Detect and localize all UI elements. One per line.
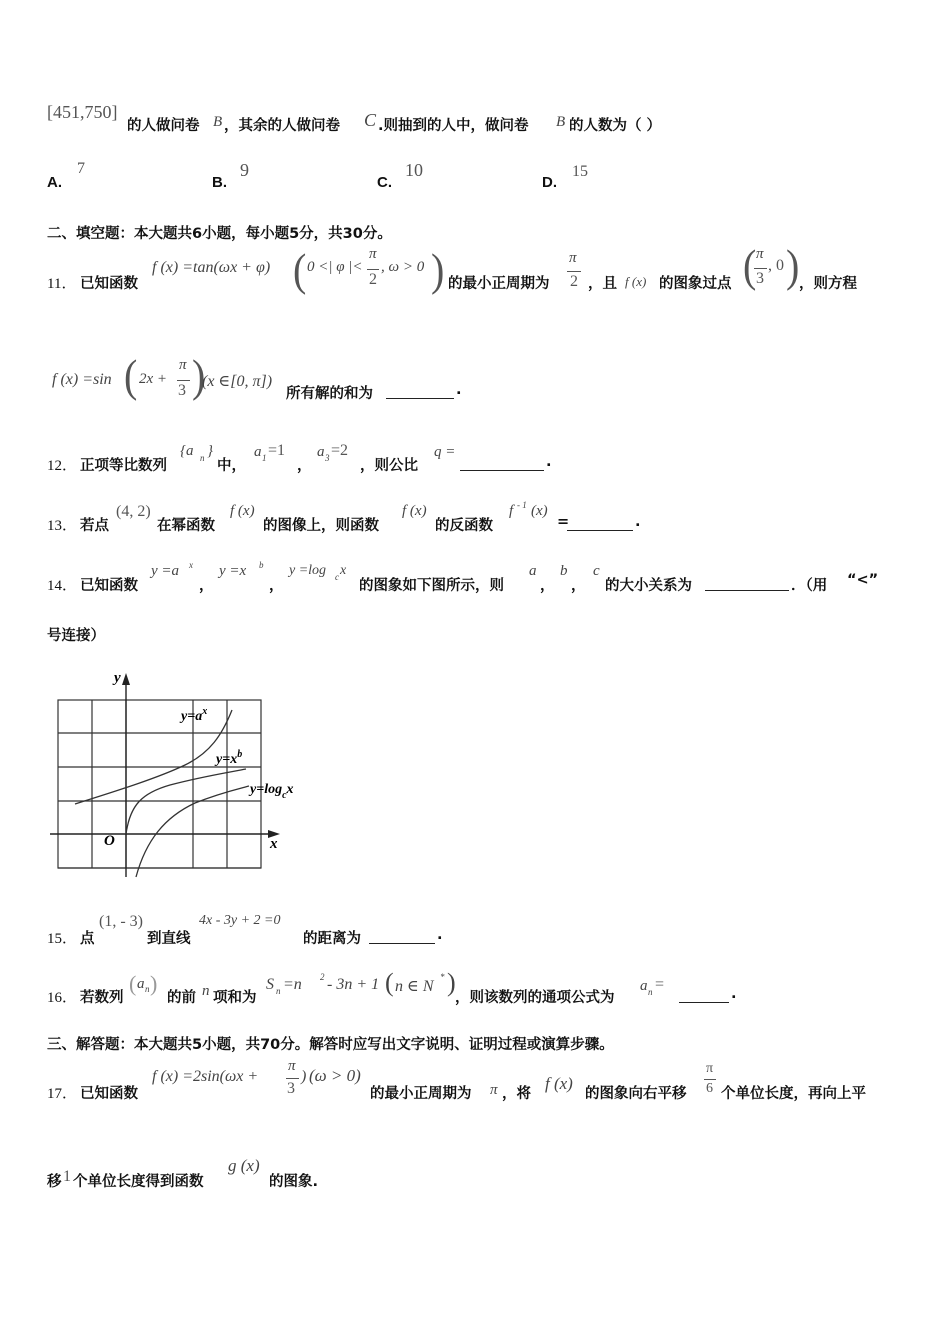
question-11: 11． 已知函数 f (x) =tan(ωx + φ) ( 0 <| φ |< π 2 , ω > 0 ) 的最小正周期为 π 2 ，且 f (x) 的图象过点 ( π 3 , 0 ) ，则方程 f (x) =sin ( 2x + π 3 ) (x ∈[0, π]) 所有解的和为 . (47, 239, 857, 402)
interval: [451,750] (47, 102, 118, 122)
origin-label: O (104, 833, 115, 849)
answer-blank-14[interactable] (705, 576, 789, 591)
curve-label-log: $y=\log_cx$ (250, 782, 294, 801)
answer-blank-12[interactable] (460, 456, 544, 471)
answer-blank-13[interactable] (567, 516, 633, 531)
function-graph (50, 665, 320, 885)
answer-blank-16[interactable] (679, 988, 729, 1003)
curve-label-exponential: $y=a^x$ (181, 706, 208, 724)
question-15: 15． 点 (1, - 3) 到直线 4x - 3y + 2 =0 的距离为 . (47, 913, 443, 947)
question-14: 14． 已知函数 y =a x ， y =x b ， y =log c x 的图象如下图所示，则 a ， b ， c 的大小关系为 ．（用 “<” 号连接） (47, 560, 879, 644)
answer-blank-11[interactable] (386, 384, 454, 399)
y-axis-arrow (122, 673, 130, 685)
question-16: 16． 若数列 ( a n ) 的前 n 项和为 S n =n 2 - 3n + 1 ( n ∈ N * ) ，则该数列的通项公式为 a n = . (47, 968, 737, 1006)
curve-label-power: $y=x^b$ (216, 749, 243, 767)
curve-exponential (75, 710, 232, 804)
question-17: 17． 已知函数 f (x) =2sin(ωx + π 3 ) (ω > 0) 的最小正周期为 π ，将 f (x) 的图象向右平移 π 6 个单位长度，再向上平 移 1 个单位长度得到函数 g (x) 的图象. (47, 1058, 866, 1190)
grid (58, 700, 261, 868)
question-13: 13． 若点 (4, 2) 在幂函数 f (x) 的图像上，则函数 f (x) 的反函数 f - 1 (x) = . (47, 500, 641, 534)
section-heading-solutions: 三、解答题：本大题共5小题，共70分。解答时应写出文字说明、证明过程或演算步骤。 (47, 1037, 614, 1053)
question-12: 12． 正项等比数列 {a n } 中， a 1 =1 ， a 3 =2 ，则公比 q = . (47, 442, 552, 474)
x-axis-label: x (270, 836, 278, 852)
section-heading-fill-in: 二、填空题：本大题共6小题，每小题5分，共30分。 (47, 226, 392, 242)
y-axis-label: y (114, 670, 121, 686)
answer-blank-15[interactable] (369, 929, 435, 944)
